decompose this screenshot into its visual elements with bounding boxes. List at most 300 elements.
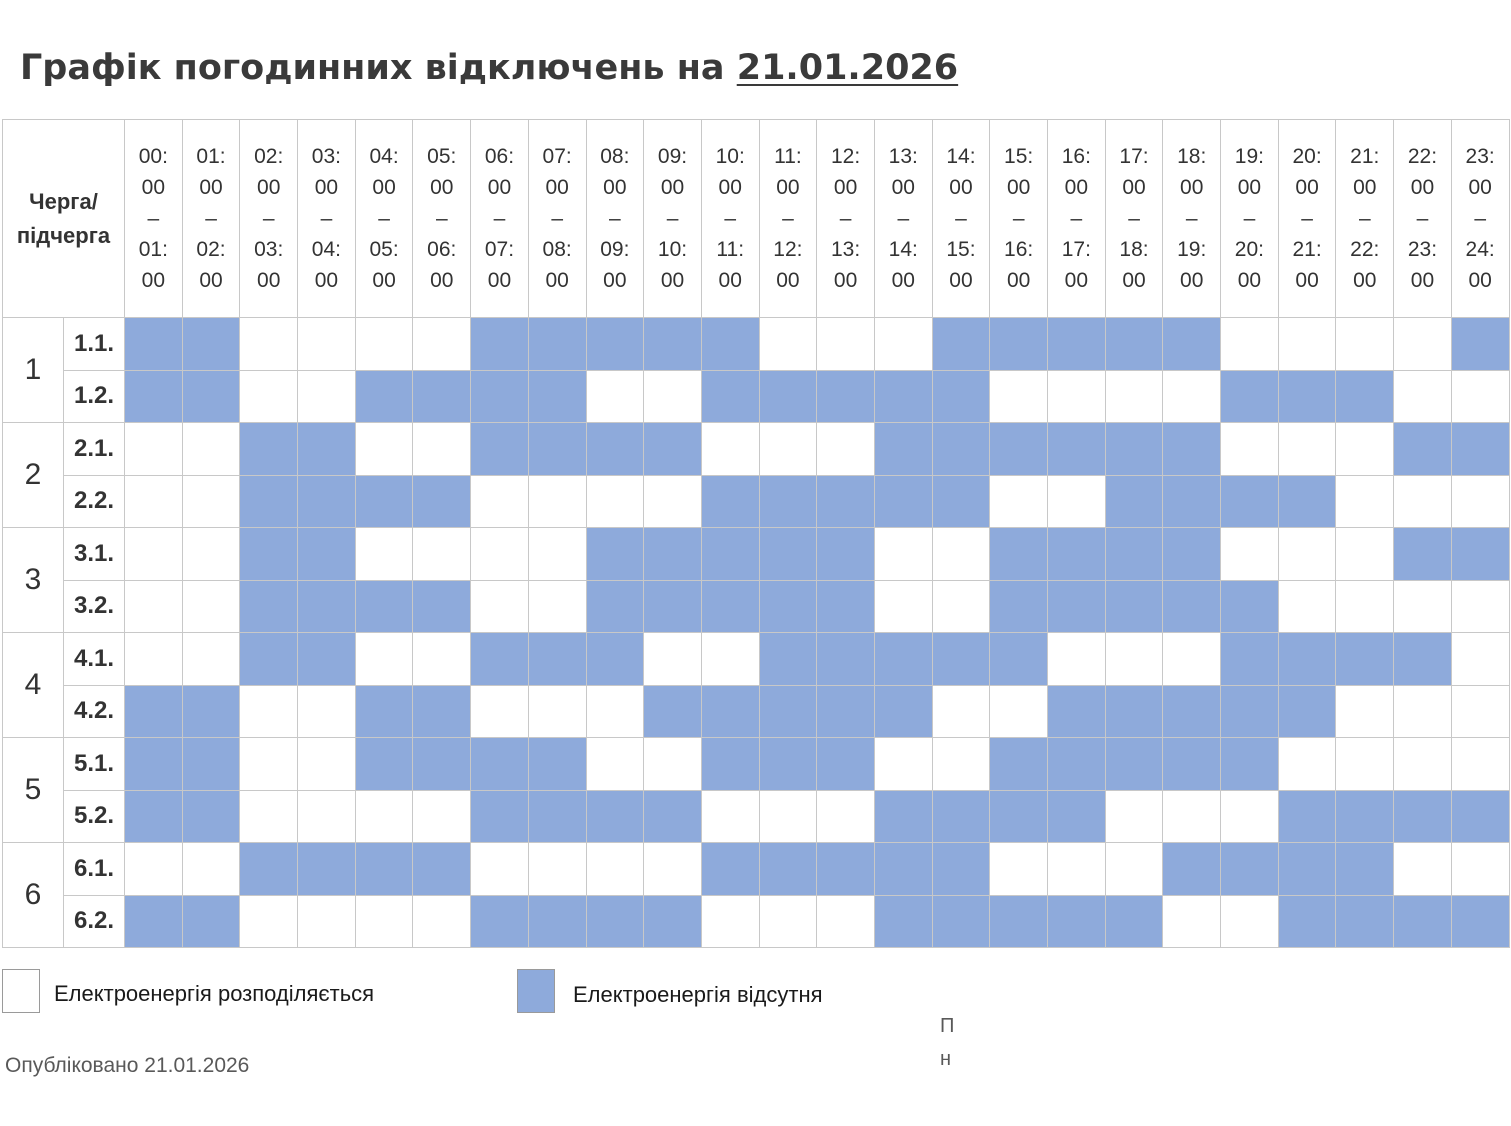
hour-header-part: 10:	[657, 238, 688, 261]
outage-cell-on	[1278, 580, 1336, 633]
outage-cell-on	[1221, 790, 1279, 843]
hour-header-part: 15:	[946, 238, 976, 261]
outage-cell-on	[528, 528, 586, 581]
hour-header-part: 00	[1006, 269, 1031, 292]
outage-cell-on	[471, 475, 529, 528]
hour-header-part: 15:	[1004, 145, 1034, 168]
outage-cell-on	[355, 895, 413, 948]
outage-cell-off	[932, 423, 990, 476]
hour-header-part: 00	[372, 269, 396, 292]
hour-header-part: 00	[891, 269, 915, 292]
outage-cell-off	[355, 370, 413, 423]
outage-cell-off	[817, 370, 875, 423]
hour-header-part: 00	[1468, 269, 1492, 292]
outage-cell-off	[932, 633, 990, 686]
outage-cell-off	[932, 843, 990, 896]
queue-header-line-2: підчерга	[16, 222, 111, 248]
hour-column-header	[586, 120, 644, 318]
outage-cell-off	[759, 580, 817, 633]
hour-column-header	[471, 120, 529, 318]
hour-header-part: 00	[141, 269, 166, 292]
outage-cell-on	[298, 790, 356, 843]
outage-cell-off	[586, 895, 644, 948]
hour-header-part: –	[493, 207, 506, 230]
outage-cell-off	[528, 423, 586, 476]
outage-cell-off	[1451, 895, 1509, 948]
outage-cell-on	[125, 475, 183, 528]
outage-cell-off	[413, 370, 471, 423]
hour-header-part: 00	[430, 176, 454, 199]
subqueue-label: 5.1.	[64, 738, 125, 791]
outage-cell-off	[1105, 738, 1163, 791]
outage-cell-on	[182, 423, 240, 476]
outage-cell-off	[298, 580, 356, 633]
outage-cell-off	[471, 423, 529, 476]
hour-column-header	[1221, 120, 1279, 318]
hour-header-part: 20:	[1234, 238, 1264, 261]
hour-header-part: 00	[199, 176, 223, 199]
queue-label: 1	[3, 318, 64, 423]
hour-header-part: 00	[314, 269, 339, 292]
outage-cell-on	[1394, 318, 1452, 371]
hour-header-part: 00	[603, 176, 627, 199]
hour-header-part: 23:	[1407, 238, 1438, 261]
outage-cell-off	[1278, 895, 1336, 948]
hour-header-part: 11:	[716, 238, 745, 261]
hour-header-part: –	[262, 207, 275, 230]
outage-cell-on	[413, 423, 471, 476]
hour-header-part: 16:	[1004, 238, 1034, 261]
outage-cell-off	[355, 475, 413, 528]
outage-cell-off	[1163, 318, 1221, 371]
hour-column-header	[874, 120, 932, 318]
hour-header-part: 02:	[196, 238, 226, 261]
outage-cell-on	[528, 475, 586, 528]
hour-header-part: 23:	[1465, 145, 1495, 168]
outage-cell-on	[1278, 318, 1336, 371]
outage-cell-off	[701, 528, 759, 581]
hour-header-part: 05:	[427, 145, 457, 168]
outage-cell-on	[990, 475, 1048, 528]
outage-cell-off	[1336, 843, 1394, 896]
subqueue-row	[3, 843, 1510, 896]
outage-cell-off	[1221, 738, 1279, 791]
hour-header-part: 07:	[484, 238, 515, 261]
outage-cell-off	[586, 423, 644, 476]
hour-header-part: 00	[1410, 176, 1435, 199]
outage-cell-off	[471, 738, 529, 791]
hour-header-part: 05:	[369, 238, 399, 261]
outage-cell-on	[1221, 423, 1279, 476]
hour-header-part: –	[147, 207, 160, 230]
outage-cell-on	[1394, 685, 1452, 738]
outage-cell-on	[413, 895, 471, 948]
subqueue-row	[3, 580, 1510, 633]
subqueue-row	[3, 528, 1510, 581]
outage-cell-off	[1048, 423, 1106, 476]
outage-cell-on	[817, 318, 875, 371]
outage-cell-off	[125, 370, 183, 423]
outage-cell-off	[817, 580, 875, 633]
hour-header-part: 00	[314, 176, 339, 199]
outage-cell-off	[413, 580, 471, 633]
hour-header-part: 12:	[773, 238, 803, 261]
hour-header-part: 06:	[484, 145, 515, 168]
outage-cell-on	[1278, 423, 1336, 476]
subqueue-label: 6.1.	[64, 843, 125, 896]
outage-cell-off	[298, 633, 356, 686]
outage-cell-off	[1394, 633, 1452, 686]
outage-cell-on	[586, 843, 644, 896]
hour-header-part: 09:	[600, 238, 630, 261]
outage-cell-off	[874, 423, 932, 476]
hour-header-part: –	[1012, 207, 1025, 230]
legend-power-on-swatch	[2, 969, 40, 1013]
outage-cell-off	[1163, 423, 1221, 476]
subqueue-label: 3.2.	[64, 580, 125, 633]
subqueue-label: 2.1.	[64, 423, 125, 476]
hour-header-part: –	[1416, 207, 1429, 230]
hour-header-part: –	[378, 207, 390, 230]
outage-cell-on	[1451, 738, 1509, 791]
hour-header-part: 00	[1122, 269, 1146, 292]
outage-cell-on	[701, 790, 759, 843]
hour-header-part: 00	[718, 176, 742, 199]
hour-header-part: 00	[257, 269, 281, 292]
outage-cell-on	[182, 475, 240, 528]
hour-header-part: 00	[1237, 269, 1262, 292]
outage-cell-off	[1105, 895, 1163, 948]
outage-cell-off	[701, 843, 759, 896]
outage-cell-off	[1048, 738, 1106, 791]
outage-cell-on	[817, 423, 875, 476]
subqueue-row	[3, 633, 1510, 686]
schedule-body	[3, 318, 1510, 948]
hour-header-part: 11:	[774, 145, 802, 168]
outage-cell-off	[644, 528, 702, 581]
hour-header-part: –	[839, 207, 852, 230]
queue-label: 4	[3, 633, 64, 738]
outage-cell-off	[125, 790, 183, 843]
subqueue-row	[3, 475, 1510, 528]
clipped-text-fragment: н	[940, 1048, 952, 1070]
hour-header-part: 13:	[888, 145, 918, 168]
outage-cell-off	[1221, 475, 1279, 528]
hour-header-part: 00	[1295, 176, 1319, 199]
hour-column-header	[355, 120, 413, 318]
outage-cell-off	[298, 528, 356, 581]
outage-cell-on	[355, 790, 413, 843]
hour-header-part: 00:	[138, 145, 168, 168]
outage-cell-on	[1278, 738, 1336, 791]
outage-cell-off	[932, 318, 990, 371]
outage-cell-on	[932, 685, 990, 738]
outage-cell-on	[1163, 633, 1221, 686]
outage-cell-on	[298, 685, 356, 738]
hour-column-header	[932, 120, 990, 318]
hour-header-part: –	[1301, 207, 1313, 230]
outage-cell-off	[586, 528, 644, 581]
outage-cell-off	[528, 895, 586, 948]
outage-cell-off	[759, 528, 817, 581]
outage-cell-off	[1278, 370, 1336, 423]
hour-header-part: 03:	[311, 145, 341, 168]
outage-cell-off	[759, 370, 817, 423]
outage-cell-off	[182, 790, 240, 843]
outage-cell-on	[644, 633, 702, 686]
outage-cell-on	[932, 580, 990, 633]
hour-header-part: 00	[545, 176, 569, 199]
subqueue-row	[3, 318, 1510, 371]
hour-header-part: 00	[1180, 176, 1204, 199]
outage-cell-off	[298, 843, 356, 896]
hour-header-part: –	[1358, 207, 1371, 230]
outage-cell-on	[1105, 633, 1163, 686]
subqueue-label: 4.2.	[64, 685, 125, 738]
outage-cell-on	[586, 685, 644, 738]
outage-cell-on	[1048, 370, 1106, 423]
outage-cell-off	[125, 318, 183, 371]
outage-cell-on	[701, 895, 759, 948]
outage-cell-off	[240, 633, 298, 686]
hour-header-part: –	[1070, 207, 1083, 230]
outage-cell-on	[1394, 370, 1452, 423]
hour-header-part: 08:	[542, 238, 572, 261]
outage-cell-on	[759, 895, 817, 948]
outage-cell-off	[1105, 318, 1163, 371]
outage-cell-on	[125, 843, 183, 896]
outage-cell-off	[874, 633, 932, 686]
outage-cell-off	[1163, 528, 1221, 581]
hour-column-header	[701, 120, 759, 318]
hour-header-part: –	[782, 207, 794, 230]
outage-cell-on	[1105, 370, 1163, 423]
hour-header-part: 03:	[254, 238, 284, 261]
outage-cell-off	[932, 475, 990, 528]
queue-column-header	[3, 120, 125, 318]
title-text: Графік погодинних відключень на	[20, 48, 737, 88]
outage-cell-off	[759, 738, 817, 791]
outage-cell-off	[1278, 843, 1336, 896]
outage-cell-off	[1336, 370, 1394, 423]
hour-header-part: 18:	[1177, 145, 1207, 168]
outage-cell-on	[355, 423, 413, 476]
subqueue-label: 4.1.	[64, 633, 125, 686]
hour-header-part: –	[666, 207, 679, 230]
hour-header-part: 00	[1410, 269, 1435, 292]
hour-header-part: 12:	[830, 145, 861, 168]
outage-cell-off	[644, 423, 702, 476]
outage-cell-on	[1394, 738, 1452, 791]
hour-column-header	[1336, 120, 1394, 318]
hour-header-part: –	[724, 207, 737, 230]
hour-column-header	[240, 120, 298, 318]
hour-header-part: –	[1243, 207, 1256, 230]
outage-cell-on	[874, 738, 932, 791]
outage-cell-on	[1336, 685, 1394, 738]
outage-cell-on	[471, 528, 529, 581]
outage-cell-on	[528, 685, 586, 738]
hour-header-part: 10:	[715, 145, 745, 168]
hour-header-part: –	[205, 207, 217, 230]
outage-cell-off	[1451, 528, 1509, 581]
outage-cell-off	[1221, 685, 1279, 738]
outage-cell-on	[644, 843, 702, 896]
hour-header-part: 14:	[946, 145, 976, 168]
subqueue-row	[3, 370, 1510, 423]
outage-cell-off	[1105, 423, 1163, 476]
hour-header-part: 02:	[254, 145, 284, 168]
outage-cell-on	[125, 633, 183, 686]
outage-cell-on	[1336, 423, 1394, 476]
hour-header-part: 00	[891, 176, 915, 199]
outage-cell-off	[1048, 318, 1106, 371]
outage-cell-on	[586, 370, 644, 423]
hour-header-part: 00	[199, 269, 223, 292]
hour-header-part: 17:	[1119, 145, 1149, 168]
title-date: 21.01.2026	[736, 48, 959, 88]
hour-header-part: 06:	[427, 238, 457, 261]
outage-cell-on	[932, 738, 990, 791]
outage-cell-on	[240, 318, 298, 371]
hour-header-part: 21:	[1292, 238, 1322, 261]
outage-cell-on	[471, 580, 529, 633]
outage-cell-on	[1163, 895, 1221, 948]
outage-cell-off	[471, 633, 529, 686]
outage-cell-on	[586, 738, 644, 791]
outage-cell-on	[759, 790, 817, 843]
hour-header-part: 22:	[1350, 238, 1380, 261]
outage-cell-off	[701, 580, 759, 633]
outage-cell-off	[990, 580, 1048, 633]
outage-cell-off	[1336, 895, 1394, 948]
outage-cell-off	[1394, 528, 1452, 581]
outage-cell-off	[413, 685, 471, 738]
outage-cell-off	[298, 423, 356, 476]
queue-label: 3	[3, 528, 64, 633]
outage-cell-off	[1105, 475, 1163, 528]
subqueue-label: 3.1.	[64, 528, 125, 581]
outage-cell-on	[413, 318, 471, 371]
outage-cell-on	[1394, 580, 1452, 633]
hour-header-part: 13:	[830, 238, 861, 261]
outage-cell-on	[355, 633, 413, 686]
hour-header-part: –	[1474, 207, 1486, 230]
outage-cell-on	[1451, 580, 1509, 633]
outage-cell-off	[528, 633, 586, 686]
hour-column-header	[759, 120, 817, 318]
outage-cell-off	[990, 423, 1048, 476]
hour-header-part: 01:	[138, 238, 168, 261]
outage-cell-off	[990, 790, 1048, 843]
subqueue-label: 5.2.	[64, 790, 125, 843]
outage-cell-off	[471, 370, 529, 423]
outage-cell-on	[413, 790, 471, 843]
subqueue-row	[3, 790, 1510, 843]
outage-cell-off	[1221, 633, 1279, 686]
hour-header-part: 21:	[1350, 145, 1380, 168]
hour-column-header	[1394, 120, 1452, 318]
outage-cell-on	[298, 370, 356, 423]
outage-cell-off	[1221, 580, 1279, 633]
page-title	[20, 48, 958, 88]
hour-header-part: 00	[1237, 176, 1262, 199]
hour-header-part: 22:	[1407, 145, 1438, 168]
outage-cell-on	[413, 528, 471, 581]
outage-cell-off	[1336, 633, 1394, 686]
outage-cell-off	[413, 475, 471, 528]
hour-header-part: 14:	[888, 238, 918, 261]
outage-cell-on	[1278, 528, 1336, 581]
hour-header-part: 00	[833, 269, 858, 292]
outage-cell-off	[182, 685, 240, 738]
hour-column-header	[298, 120, 356, 318]
outage-cell-off	[759, 633, 817, 686]
outage-cell-off	[355, 843, 413, 896]
outage-cell-off	[1221, 843, 1279, 896]
hour-header-part: –	[551, 207, 563, 230]
outage-cell-on	[874, 318, 932, 371]
subqueue-label: 2.2.	[64, 475, 125, 528]
outage-cell-on	[1048, 633, 1106, 686]
outage-cell-off	[1163, 580, 1221, 633]
outage-cell-on	[874, 580, 932, 633]
outage-cell-on	[182, 528, 240, 581]
outage-cell-on	[817, 895, 875, 948]
subqueue-row	[3, 738, 1510, 791]
outage-cell-off	[644, 895, 702, 948]
outage-cell-on	[1105, 790, 1163, 843]
outage-cell-off	[701, 475, 759, 528]
hour-header-part: 00	[776, 176, 800, 199]
outage-cell-off	[182, 738, 240, 791]
outage-cell-on	[990, 685, 1048, 738]
outage-cell-on	[355, 318, 413, 371]
hour-header-part: 00	[1468, 176, 1492, 199]
hour-header-part: 00	[660, 269, 685, 292]
outage-cell-off	[1163, 843, 1221, 896]
outage-cell-on	[1105, 843, 1163, 896]
hour-header-part: 19:	[1177, 238, 1207, 261]
outage-cell-off	[1163, 738, 1221, 791]
hour-header-part: 20:	[1292, 145, 1322, 168]
legend-power-off-swatch	[517, 969, 555, 1013]
hour-header-part: –	[320, 207, 333, 230]
outage-cell-on	[471, 685, 529, 738]
hour-header-part: 16:	[1061, 145, 1091, 168]
outage-cell-on	[125, 528, 183, 581]
outage-cell-off	[990, 895, 1048, 948]
outage-cell-off	[701, 738, 759, 791]
outage-cell-on	[759, 423, 817, 476]
hour-header-part: –	[1185, 207, 1198, 230]
outage-cell-off	[1451, 423, 1509, 476]
outage-cell-off	[990, 318, 1048, 371]
outage-cell-off	[125, 685, 183, 738]
outage-cell-on	[1221, 528, 1279, 581]
hours-header-row	[3, 120, 1510, 318]
outage-cell-off	[1163, 475, 1221, 528]
outage-cell-on	[1336, 318, 1394, 371]
outage-cell-on	[298, 318, 356, 371]
hour-header-part: 00	[1353, 176, 1377, 199]
outage-cell-on	[932, 528, 990, 581]
hour-header-part: 00	[603, 269, 627, 292]
outage-cell-off	[932, 370, 990, 423]
outage-cell-on	[1451, 633, 1509, 686]
hour-header-part: 00	[833, 176, 858, 199]
outage-cell-on	[1451, 370, 1509, 423]
